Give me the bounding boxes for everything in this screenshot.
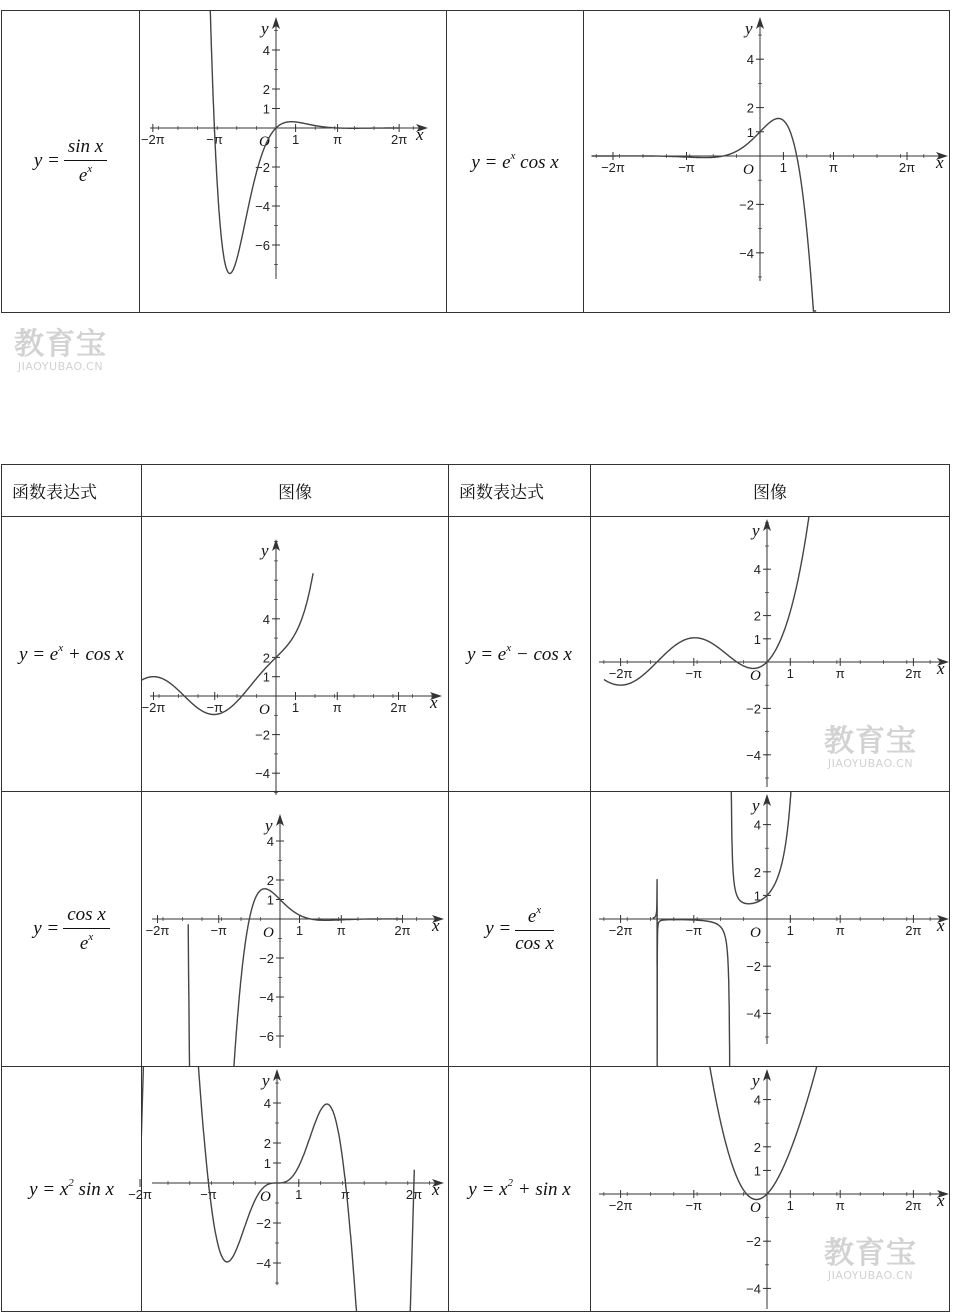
fraction-numerator [515, 904, 554, 931]
formula-sup: x [536, 903, 542, 916]
x-axis-label: x [416, 125, 424, 144]
x-tick-label: −2π [608, 666, 633, 681]
x-tick-label: −2π [145, 923, 170, 938]
function-curve [592, 119, 817, 312]
formula-tail: + sin x [513, 1179, 571, 1200]
x-tick-label: 1 [786, 666, 794, 681]
table-row [2, 517, 950, 792]
function-curve [202, 0, 400, 274]
y-tick-label: 4 [753, 817, 761, 833]
x-tick-label: 1 [291, 700, 300, 715]
fraction-denominator [64, 161, 107, 187]
formula-base: e [79, 932, 89, 954]
y-tick-label: −4 [746, 1281, 761, 1297]
y-axis-label: y [262, 1071, 270, 1090]
x-tick-label: π [336, 923, 346, 938]
x-tick-label: 2π [394, 923, 411, 938]
y-tick-label: 2 [746, 100, 754, 116]
origin-label: O [263, 925, 274, 941]
graph-cell [584, 11, 950, 313]
x-tick-label: π [835, 666, 845, 681]
formula-cell [2, 517, 142, 792]
watermark-site: JIAOYUBAO.CN [827, 1269, 914, 1282]
fraction [515, 904, 554, 955]
x-tick-label: π [835, 923, 845, 938]
y-tick-label: 2 [266, 873, 274, 888]
y-tick-label: 4 [262, 611, 270, 627]
x-tick-label: −2π [608, 923, 633, 938]
x-tick-label: −2π [140, 132, 165, 147]
x-tick-label: π [333, 132, 343, 147]
origin-label: O [259, 702, 270, 718]
x-tick-label: π [340, 1187, 350, 1202]
formula-lhs: y = [33, 917, 60, 939]
y-tick-label: 4 [753, 1092, 761, 1108]
y-tick-label: 2 [753, 1139, 761, 1155]
y-axis-label: y [752, 521, 760, 540]
formula-base: e [78, 165, 88, 186]
formula-tail: cos x [515, 151, 559, 173]
function-graph [591, 792, 950, 1066]
formula-cell [449, 792, 591, 1067]
table-row [2, 11, 950, 313]
y-tick-label: −2 [259, 951, 274, 966]
x-tick-label: 2π [391, 132, 408, 147]
y-tick-label: −2 [256, 1216, 271, 1231]
y-tick-label: 2 [262, 650, 270, 666]
x-tick-label: 2π [905, 923, 922, 938]
y-axis-label: y [745, 19, 753, 38]
function-graph [142, 792, 449, 1066]
header-formula: 函数表达式 [2, 465, 142, 517]
y-tick-label: −2 [255, 160, 270, 175]
bottom-function-table [1, 464, 950, 1312]
formula-cell [2, 1067, 142, 1312]
header-graph: 图像 [591, 465, 950, 517]
y-tick-label: 1 [753, 888, 761, 904]
x-tick-label: −2π [601, 160, 625, 175]
y-tick-label: −2 [739, 197, 754, 213]
x-tick-label: 1 [779, 160, 788, 175]
fraction [64, 136, 107, 187]
y-tick-label: 4 [753, 562, 761, 578]
function-graph [140, 11, 447, 312]
y-tick-label: −4 [256, 1256, 271, 1271]
formula-base: x [59, 1179, 69, 1200]
x-tick-label: 2π [405, 1187, 423, 1202]
graph-cell [591, 792, 950, 1067]
x-tick-label: 1 [295, 923, 304, 938]
formula-sup: x [58, 642, 64, 654]
function-curve [188, 889, 403, 1078]
watermark-site: JIAOYUBAO.CN [17, 360, 104, 373]
formula-base: e [527, 905, 537, 927]
formula-sup: x [506, 642, 512, 654]
y-tick-label: 1 [262, 101, 270, 117]
formula-sup: 2 [68, 1177, 74, 1189]
y-tick-label: −4 [255, 199, 270, 214]
watermark [824, 726, 917, 770]
x-tick-label: 2π [905, 666, 922, 681]
x-tick-label: −π [210, 923, 228, 938]
y-axis-label: y [752, 796, 760, 815]
y-tick-label: −6 [255, 238, 270, 253]
formula-sup: x [87, 163, 93, 175]
x-tick-label: π [835, 1198, 845, 1213]
y-tick-label: −4 [746, 1006, 761, 1022]
watermark-site: JIAOYUBAO.CN [827, 757, 914, 770]
function-curve [604, 516, 809, 685]
y-tick-label: 2 [262, 82, 270, 97]
x-tick-label: 2π [390, 700, 407, 715]
y-tick-label: 1 [746, 124, 754, 140]
y-axis-label: y [261, 541, 269, 560]
formula-lhs: y = [471, 151, 498, 173]
y-tick-label: 1 [753, 1163, 761, 1179]
y-axis-label: y [265, 816, 273, 835]
x-tick-label: π [829, 160, 839, 175]
y-tick-label: −2 [746, 959, 761, 975]
y-tick-label: 1 [266, 892, 274, 908]
x-tick-label: −2π [608, 1198, 633, 1213]
function-graph [142, 517, 449, 791]
formula-sup: 2 [507, 1177, 513, 1189]
header-graph: 图像 [142, 465, 449, 517]
y-tick-label: −2 [255, 727, 270, 743]
table-row [2, 1067, 950, 1312]
formula-cell [449, 517, 591, 792]
fraction-denominator [63, 929, 110, 955]
formula-cell [2, 11, 140, 313]
origin-label: O [750, 668, 761, 684]
fraction-denominator: cos x [515, 932, 554, 954]
x-tick-label: −π [200, 1187, 217, 1202]
graph-cell [142, 517, 449, 792]
formula-lhs: y = [467, 644, 494, 665]
formula-base: x [499, 1179, 508, 1200]
fraction [63, 904, 110, 955]
function-curve [653, 879, 730, 1074]
formula-cell [2, 792, 142, 1067]
y-tick-label: 4 [263, 1096, 271, 1111]
x-tick-label: 2π [905, 1198, 922, 1213]
origin-label: O [260, 1189, 271, 1205]
y-tick-label: 4 [266, 834, 274, 849]
x-tick-label: 1 [786, 1198, 794, 1213]
formula-lhs: y = [29, 1179, 56, 1200]
y-tick-label: 4 [262, 43, 270, 58]
x-axis-label: x [432, 1180, 440, 1199]
y-axis-label: y [261, 19, 269, 38]
watermark [824, 1238, 917, 1282]
graph-cell [142, 792, 449, 1067]
watermark [14, 329, 107, 373]
formula-tail: sin x [73, 1179, 114, 1200]
x-tick-label: −π [685, 666, 703, 681]
x-axis-label: x [937, 1191, 945, 1210]
x-axis-label: x [937, 659, 945, 678]
formula-tail: + cos x [63, 644, 124, 665]
y-tick-label: −4 [739, 245, 754, 261]
x-tick-label: π [332, 700, 342, 715]
x-axis-label: x [430, 693, 438, 712]
x-tick-label: −π [206, 700, 224, 715]
y-tick-label: −2 [746, 701, 761, 717]
origin-label: O [743, 162, 754, 178]
x-tick-label: 2π [898, 160, 916, 175]
function-graph [128, 1067, 449, 1311]
watermark-brand: 教育宝 [14, 327, 107, 362]
formula-sup: x [510, 149, 516, 162]
y-tick-label: −6 [259, 1029, 274, 1044]
top-function-table [1, 10, 950, 313]
x-tick-label: −π [206, 132, 223, 147]
y-tick-label: 1 [262, 669, 270, 685]
x-tick-label: −π [685, 923, 703, 938]
formula-lhs: y = [468, 1179, 495, 1200]
x-axis-label: x [937, 916, 945, 935]
y-tick-label: 1 [753, 631, 761, 647]
formula-lhs: y = [33, 149, 60, 171]
y-tick-label: 2 [753, 864, 761, 880]
origin-label: O [750, 925, 761, 941]
x-tick-label: −π [685, 1198, 703, 1213]
formula-lhs: y = [19, 644, 46, 665]
x-tick-label: 1 [291, 132, 300, 147]
y-tick-label: −4 [746, 747, 761, 763]
formula-base: e [502, 151, 511, 173]
x-tick-label: 1 [786, 923, 794, 938]
table-row [2, 792, 950, 1067]
y-axis-label: y [752, 1071, 760, 1090]
function-graph [584, 11, 950, 312]
formula-cell [449, 1067, 591, 1312]
origin-label: O [259, 134, 270, 150]
y-tick-label: 2 [753, 608, 761, 624]
x-tick-label: −π [678, 160, 695, 175]
x-tick-label: −2π [128, 1187, 152, 1202]
formula-cell [447, 11, 584, 313]
x-tick-label: 1 [295, 1187, 303, 1202]
formula-sup: x [88, 930, 94, 943]
header-formula: 函数表达式 [449, 465, 591, 517]
x-axis-label: x [432, 916, 440, 935]
formula-tail: − cos x [511, 644, 572, 665]
y-tick-label: 2 [263, 1136, 271, 1151]
y-tick-label: 4 [746, 52, 754, 68]
x-tick-label: −2π [141, 700, 166, 715]
formula-lhs: y = [485, 917, 512, 939]
y-tick-label: −4 [255, 766, 270, 782]
graph-cell [140, 11, 447, 313]
y-tick-label: 1 [263, 1156, 271, 1171]
fraction-numerator: sin x [64, 136, 107, 161]
function-curve [140, 573, 314, 714]
graph-cell [128, 1067, 449, 1312]
header-row [2, 465, 950, 517]
formula-base: e [497, 644, 507, 665]
x-axis-label: x [936, 153, 944, 172]
watermark-brand: 教育宝 [824, 1236, 917, 1271]
y-tick-label: −2 [746, 1234, 761, 1250]
watermark-brand: 教育宝 [824, 724, 917, 759]
origin-label: O [750, 1200, 761, 1216]
formula-base: e [49, 644, 59, 665]
y-tick-label: −4 [259, 990, 274, 1005]
fraction-numerator: cos x [63, 904, 110, 929]
